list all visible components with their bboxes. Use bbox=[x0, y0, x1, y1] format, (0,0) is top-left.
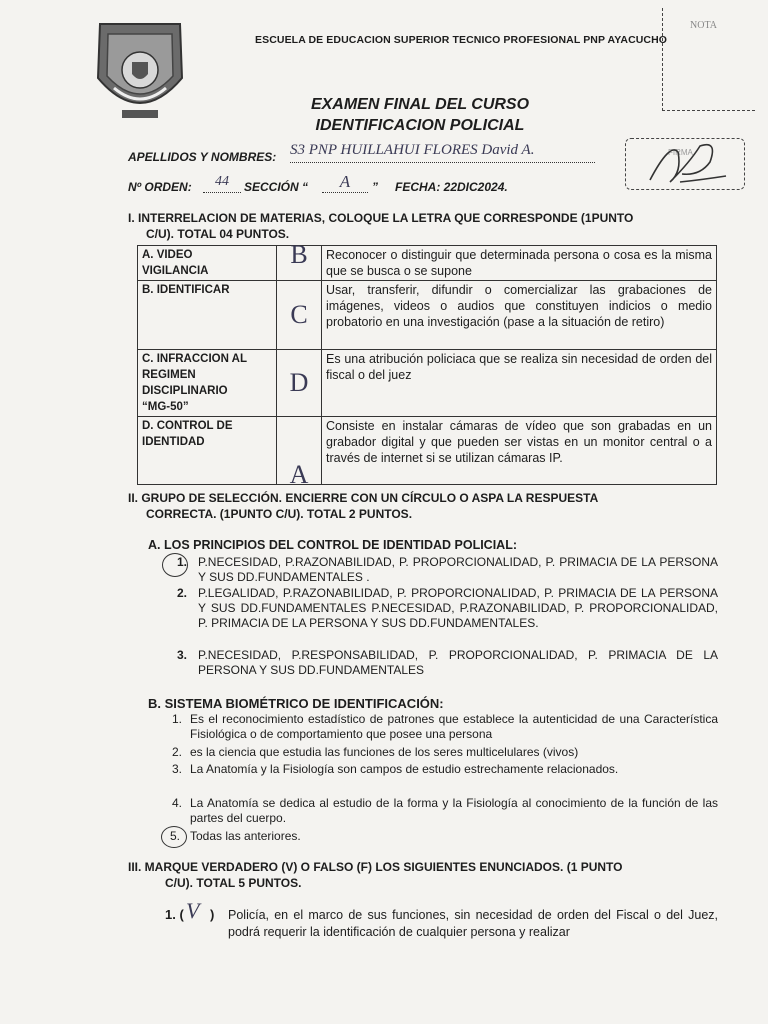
answer-cell[interactable]: D bbox=[277, 350, 322, 417]
true-false-answer[interactable]: V bbox=[186, 898, 200, 923]
order-field[interactable]: 44 bbox=[203, 174, 241, 193]
description-cell: Usar, transferir, difundir o comercializar las grabaciones de imágenes, videos o audios que constituyen indicios o medio probatorio en una investigación (pase a la situación de retiro) bbox=[322, 281, 717, 350]
section-3-title: III. MARQUE VERDADERO (V) O FALSO (F) LOS SIGUIENTES ENUNCIADOS. (1 PUNTO bbox=[128, 860, 623, 874]
grade-label: NOTA bbox=[690, 20, 717, 31]
date-label: FECHA: 22DIC2024. bbox=[395, 180, 508, 194]
option-number[interactable]: 2. bbox=[177, 586, 188, 600]
statement-text: Policía, en el marco de sus funciones, sin necesidad de orden del Fiscal o del Juez, podrá requerir la identificación de cualquier persona y realizar bbox=[228, 908, 718, 939]
section-1-title-cont: C/U). TOTAL 04 PUNTOS. bbox=[146, 227, 290, 241]
option-text: P.LEGALIDAD, P.RAZONABILIDAD, P. PROPORCIONALIDAD, P. PRIMACIA DE LA PERSONA Y SUS DD.FUNDAMENTALES P.NECESIDAD, P.RAZONABILIDAD, P. PROPORCIONALIDAD, P. PRIMACIA DE LA PERSONA Y SUS DD.FUNDAMENTALES. bbox=[198, 586, 718, 630]
option-number[interactable]: 3. bbox=[177, 648, 188, 662]
signature-label: FIRMA bbox=[668, 148, 693, 157]
section-field[interactable]: A bbox=[322, 172, 368, 193]
name-field[interactable]: S3 PNP HUILLAHUI FLORES David A. bbox=[290, 142, 595, 163]
order-label: Nº ORDEN: bbox=[128, 180, 192, 194]
answer-cell[interactable]: B bbox=[277, 246, 322, 281]
part-b-title: B. SISTEMA BIOMÉTRICO DE IDENTIFICACIÓN: bbox=[148, 696, 444, 711]
description-cell: Reconocer o distinguir que determinada persona o cosa es la misma que se busca o se supone bbox=[322, 246, 717, 281]
signature-icon bbox=[630, 132, 740, 192]
answer-cell[interactable]: C bbox=[277, 281, 322, 350]
section-label: SECCIÓN “ bbox=[244, 180, 309, 194]
option-number[interactable]: 1. bbox=[172, 712, 183, 726]
table-row bbox=[138, 246, 717, 281]
table-row bbox=[138, 281, 717, 350]
section-1-title: I. INTERRELACION DE MATERIAS, COLOQUE LA LETRA QUE CORRESPONDE (1PUNTO bbox=[128, 211, 634, 225]
option-text: P.NECESIDAD, P.RAZONABILIDAD, P. PROPORCIONALIDAD, P. PRIMACIA DE LA PERSONA Y SUS DD.FUNDAMENTALES . bbox=[198, 555, 718, 584]
table-row bbox=[138, 350, 717, 417]
section-3-title-cont: C/U). TOTAL 5 PUNTOS. bbox=[165, 876, 302, 890]
exam-title: EXAMEN FINAL DEL CURSO bbox=[310, 96, 530, 113]
term-cell: B. IDENTIFICAR bbox=[138, 281, 277, 350]
school-name: ESCUELA DE EDUCACION SUPERIOR TECNICO PROFESIONAL PNP AYACUCHO bbox=[255, 34, 668, 46]
part-a-title: A. LOS PRINCIPIOS DEL CONTROL DE IDENTIDAD POLICIAL: bbox=[148, 538, 518, 552]
option-text: P.NECESIDAD, P.RESPONSABILIDAD, P. PROPORCIONALIDAD, P. PRIMACIA DE LA PERSONA Y SUS DD.FUNDAMENTALES bbox=[198, 648, 718, 677]
table-row bbox=[138, 417, 717, 485]
answer-cell[interactable]: A bbox=[277, 417, 322, 485]
description-cell: Es una atribución policiaca que se realiza sin necesidad de orden del fiscal o del juez bbox=[322, 350, 717, 417]
term-cell: C. INFRACCION AL REGIMEN DISCIPLINARIO “MG-50” bbox=[138, 350, 277, 417]
description-cell: Consiste en instalar cámaras de vídeo que son grabadas en un grabador digital y que pueden ser vistas en un monitor central o a través de internet si se utilizan cámaras IP. bbox=[322, 417, 717, 485]
option-number[interactable]: 4. bbox=[172, 796, 183, 810]
option-number[interactable]: 5. bbox=[170, 829, 181, 843]
item-close-paren: ) bbox=[210, 907, 215, 922]
option-text: La Anatomía se dedica al estudio de la forma y la Fisiología al conocimiento de la función de las partes del cuerpo. bbox=[190, 796, 718, 825]
option-number[interactable]: 2. bbox=[172, 745, 183, 759]
term-cell: A. VIDEO VIGILANCIA bbox=[138, 246, 277, 281]
name-label: APELLIDOS Y NOMBRES: bbox=[128, 150, 277, 164]
item-number: 1. ( bbox=[165, 907, 184, 922]
section-close-quote: ” bbox=[372, 180, 378, 194]
option-number[interactable]: 1. bbox=[177, 555, 188, 569]
option-text: es la ciencia que estudia las funciones de los seres multicelulares (vivos) bbox=[190, 745, 579, 759]
section-2-title: II. GRUPO DE SELECCIÓN. ENCIERRE CON UN CÍRCULO O ASPA LA RESPUESTA bbox=[128, 491, 599, 505]
school-crest-logo bbox=[92, 18, 188, 124]
term-cell: D. CONTROL DE IDENTIDAD bbox=[138, 417, 277, 485]
section-2-title-cont: CORRECTA. (1PUNTO C/U). TOTAL 2 PUNTOS. bbox=[146, 507, 413, 521]
option-number[interactable]: 3. bbox=[172, 762, 183, 776]
course-title: IDENTIFICACION POLICIAL bbox=[315, 117, 525, 134]
option-text: Todas las anteriores. bbox=[190, 829, 301, 843]
option-text: La Anatomía y la Fisiología son campos de estudio estrechamente relacionados. bbox=[190, 762, 619, 776]
matching-table bbox=[137, 240, 717, 489]
option-text: Es el reconocimiento estadístico de patrones que establece la autenticidad de una Característica Fisiológica o de comportamiento que posee una persona bbox=[190, 712, 718, 741]
